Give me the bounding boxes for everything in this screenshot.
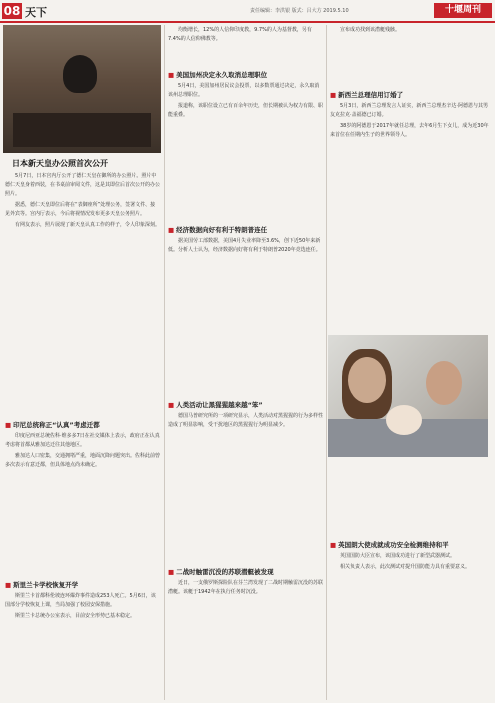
article-body-uk — [330, 552, 490, 697]
article-body-submarine — [168, 579, 323, 697]
article-body-srilanka — [5, 592, 160, 697]
photo-face-woman — [348, 357, 386, 403]
paragraph: 德国马普研究所的一项研究显示，人类活动对黑猩猩的行为多样性造成了明显影响，受干扰地区的黑猩猩行为明显减少。 — [168, 413, 324, 428]
section-head-new-zealand: ■ 新西兰总理信用订婚了 — [330, 90, 403, 99]
page-header — [0, 0, 495, 22]
paragraph: 均衡增长，12%的人信仰印度教，9.7%的人为基督教，另有7.4%的人信仰佛教等。 — [168, 27, 312, 42]
photo-desk — [13, 113, 151, 147]
paragraph: 据美国劳工部数据，美国4月失业率降至3.6%，创下近50年来新低。分析人士认为，经济数据向好将有利于特朗普2020年竞选连任。 — [168, 238, 321, 253]
paragraph: 有网友表示，照片展现了新天皇认真工作的样子，令人印象深刻。 — [15, 222, 161, 228]
article-continuation — [168, 26, 323, 66]
photo-face-man — [426, 361, 462, 405]
article-headline-emperor: 日本新天皇办公照首次公开 — [12, 159, 108, 168]
paragraph: 报道称，该职位设立已有百余年历史，但长期被认为权力有限、职能重叠。 — [168, 103, 324, 118]
article-body-new-zealand — [330, 102, 490, 330]
paragraph: 相关负责人表示，此次测试对提升国防能力具有重要意义。 — [340, 564, 471, 570]
section-head-srilanka: ■ 斯里兰卡学校恢复开学 — [5, 580, 78, 589]
photo-figure — [63, 55, 97, 93]
section-title: 天下 — [25, 6, 47, 19]
article-body-california — [168, 82, 323, 202]
publication-brand: 十堰周刊 — [434, 3, 492, 18]
paragraph: 5月7日，日本宫内厅公开了德仁天皇在御所的办公照片。照片中德仁天皇身着西装，在书桌前审阅文件，这是其即位后首次公开的办公照片。 — [5, 173, 161, 197]
paragraph: 雅加达人口密集，交通拥堵严重，地面沉降问题突出。佐科此前曾多次表示有意迁都，但具体地点尚未确定。 — [5, 453, 161, 468]
paragraph: 宣布成功找到该潜艇残骸。 — [340, 27, 401, 33]
section-head-california: ■ 美国加州决定永久取消总理职位 — [168, 70, 267, 79]
paragraph: 38岁的阿德恩于2017年就任总理，去年6月生下女儿，成为近30年来首位在任期内生子的世界领导人。 — [330, 123, 489, 138]
header-rule — [0, 21, 495, 23]
paragraph: 斯里兰卡首都科伦坡连环爆炸事件造成253人死亡。5月6日，该国部分学校恢复上课，当局加强了校园安保措施。 — [5, 593, 156, 608]
paragraph: 斯里兰卡总统办公室表示，目前安全形势已基本稳定。 — [15, 613, 136, 619]
emperor-photo — [3, 25, 161, 153]
column-divider — [326, 25, 327, 700]
article-body-economy — [168, 237, 323, 377]
paragraph: 印度尼西亚总统佐科·维多多7日在社交媒体上表示，政府正在认真考虑将首都从雅加达迁往其他地区。 — [5, 433, 160, 448]
paragraph: 5月3日，新西兰总理发言人证实，新西兰总理杰辛达·阿德恩与其男友克拉克·盖福德已订婚。 — [330, 103, 488, 118]
couple-photo — [328, 335, 488, 457]
photo-baby — [386, 405, 422, 435]
page-number: 08 — [3, 4, 21, 18]
paragraph: 近日，一支俄罗斯探险队在芬兰湾发现了二战时期触雷沉没的苏联潜艇。该艇于1942年在执行任务时沉没。 — [168, 580, 324, 595]
paragraph: 据悉，德仁天皇即位后将在“表御座所”处理公务，签署文件、接见外宾等。宫内厅表示，今后将视情况发布更多天皇公务照片。 — [5, 202, 156, 217]
article-body-chimpanzee — [168, 412, 323, 552]
article-continuation — [330, 26, 490, 86]
header-meta: 责任编辑：李洪银 版式：吕大方 2019.5.10 — [250, 8, 349, 14]
article-body-emperor — [5, 172, 160, 412]
column-divider — [164, 25, 165, 700]
section-head-submarine: ■ 二战时触雷沉没的苏联潜艇被发现 — [168, 567, 274, 576]
article-body-indonesia — [5, 432, 160, 562]
section-head-economy: ■ 经济数据向好有利于特朗普连任 — [168, 225, 267, 234]
paragraph: 5月4日，美国加州居民议会投票，以多数票通过决定，永久取消该州总理职位。 — [168, 83, 320, 98]
section-head-chimpanzee: ■ 人类活动让黑猩猩越来越“笨” — [168, 400, 263, 409]
paragraph: 英国国防大臣宣布，该国成功进行了新型武器测试。 — [340, 553, 456, 559]
section-head-uk: ■ 英国朗大使成就成功安全检测维持和平 — [330, 540, 449, 549]
section-head-indonesia: ■ 印尼总统称正“认真”考虑迁都 — [5, 420, 100, 429]
